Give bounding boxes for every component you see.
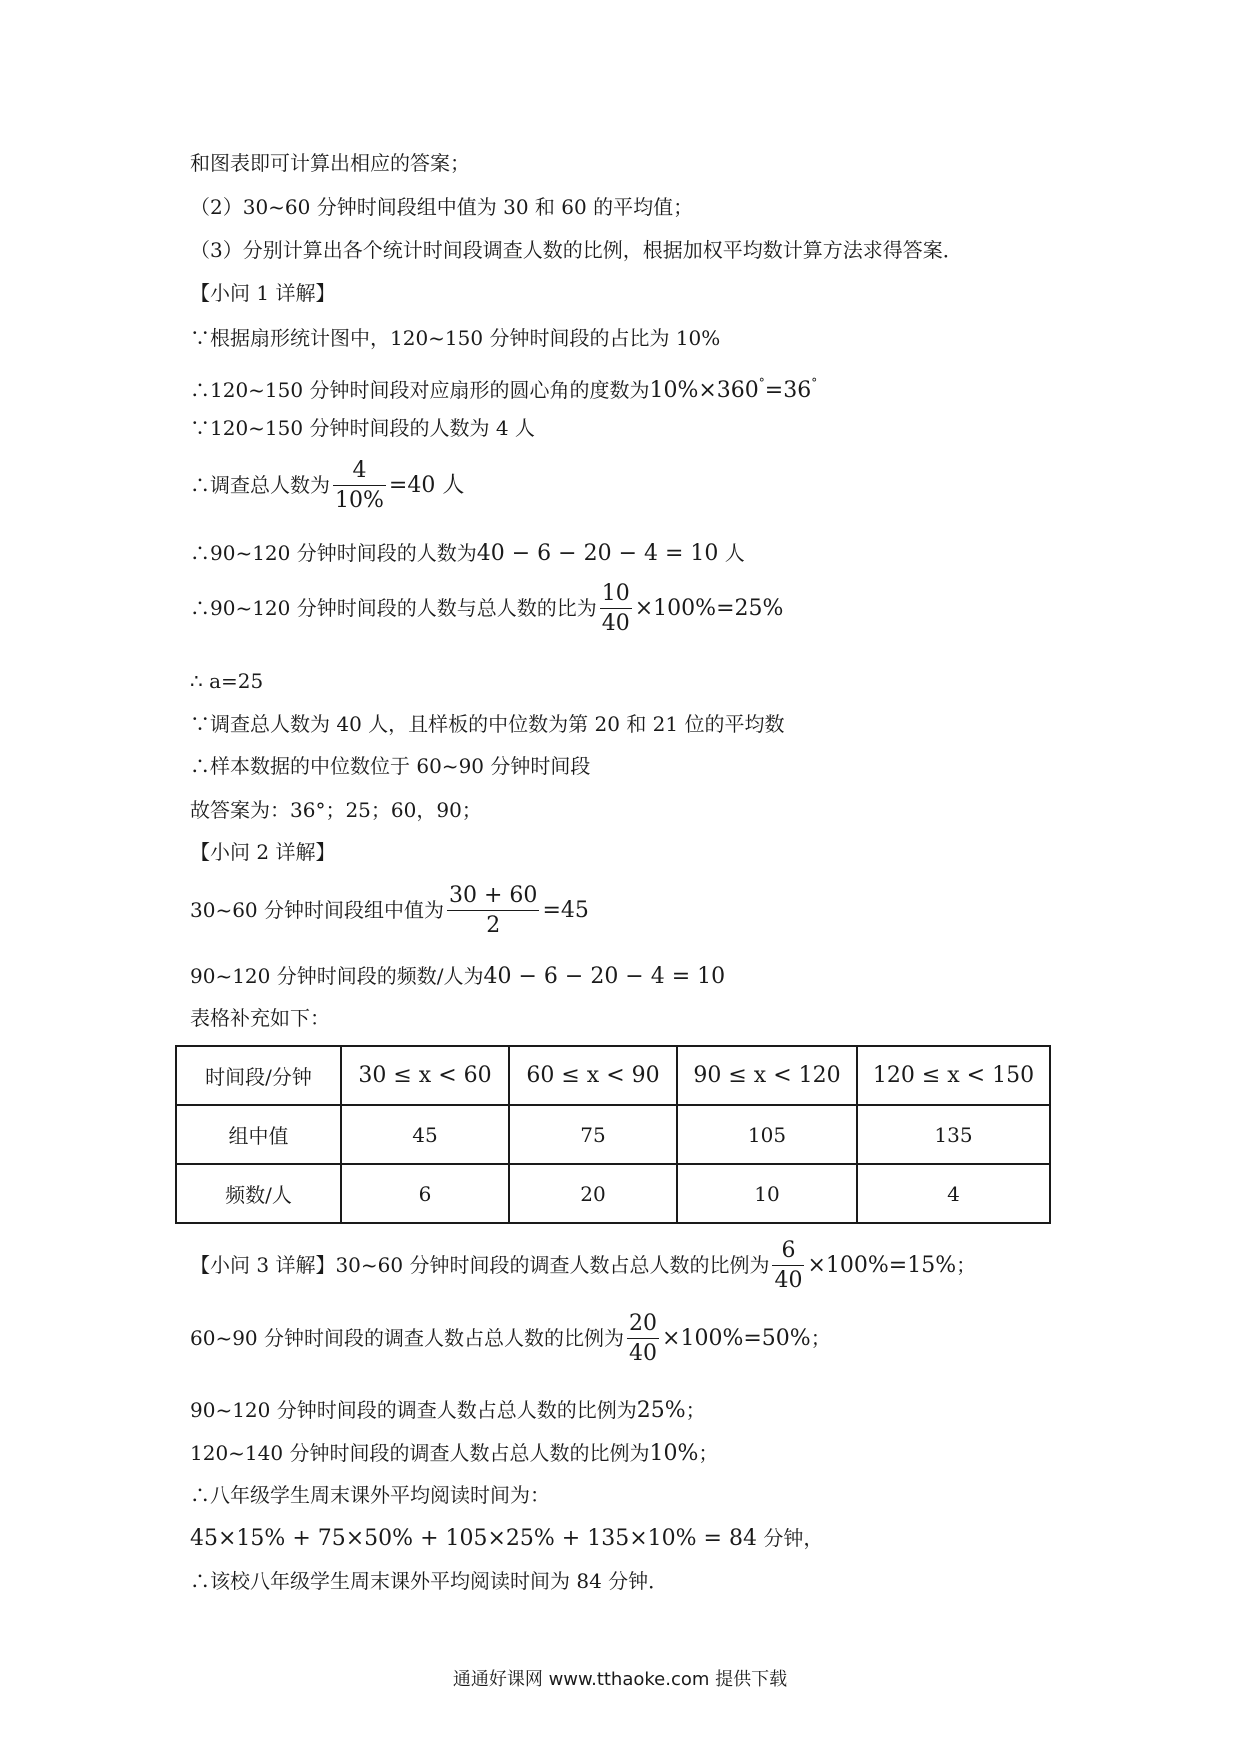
- table-cell: 75: [509, 1105, 677, 1164]
- table-cell: 90 ≤ x < 120: [677, 1046, 857, 1105]
- fraction: $\frac{20}{40}$: [627, 1310, 659, 1369]
- table-cell: 20: [509, 1164, 677, 1223]
- section-heading-2: 【小问 2 详解】: [190, 840, 336, 864]
- table-cell: 60 ≤ x < 90: [509, 1046, 677, 1105]
- line-20: 60~90 分钟时间段的调查人数占总人数的比例为 $\frac{20}{40}$ ×100%=50%；: [190, 1310, 831, 1369]
- table-cell: 时间段/分钟: [176, 1046, 341, 1105]
- page-footer: 通通好课网 www.tthaoke.com 提供下载: [452, 1669, 788, 1690]
- table-cell: 4: [857, 1164, 1050, 1223]
- line-9: ∴90~120 分钟时间段的人数为40 − 6 − 20 − 4 = 10 人: [190, 541, 745, 566]
- line-2: （2）30~60 分钟时间段组中值为 30 和 60 的平均值；: [190, 195, 694, 219]
- line-12: ∵调查总人数为 40 人，且样板的中位数为第 20 和 21 位的平均数: [190, 712, 785, 736]
- fraction: $\frac{10}{40}$: [600, 580, 632, 639]
- line-23: ∴八年级学生周末课外平均阅读时间为：: [190, 1483, 550, 1507]
- line-16: 30~60 分钟时间段组中值为 $\frac{30 + 60}{2}$ =45: [190, 882, 589, 941]
- line-10: ∴90~120 分钟时间段的人数与总人数的比为 $\frac{10}{40}$ ×100%=25%: [190, 580, 783, 639]
- line-19: 【小问 3 详解】30~60 分钟时间段的调查人数占总人数的比例为 $\frac{6}{40}$ ×100%=15%；: [190, 1237, 976, 1296]
- table-cell: 30 ≤ x < 60: [341, 1046, 509, 1105]
- line-14: 故答案为：36°；25；60，90；: [190, 798, 482, 822]
- line-7: ∵120~150 分钟时间段的人数为 4 人: [190, 416, 535, 440]
- line-8: ∴调查总人数为 $\frac{4}{10\%}$ =40 人: [190, 457, 464, 516]
- line-21: 90~120 分钟时间段的调查人数占总人数的比例为25%；: [190, 1398, 706, 1423]
- line-18: 表格补充如下：: [190, 1006, 330, 1030]
- fraction: $\frac{4}{10\%}$: [333, 457, 386, 516]
- table-row: [176, 1105, 1050, 1164]
- line-3: （3）分别计算出各个统计时间段调查人数的比例，根据加权平均数计算方法求得答案．: [190, 238, 963, 262]
- fraction: $\frac{6}{40}$: [772, 1237, 804, 1296]
- line-11: ∴ a=25: [190, 669, 264, 693]
- line-6-text: ∴120~150 分钟时间段对应扇形的圆心角的度数为: [190, 378, 650, 402]
- line-1: 和图表即可计算出相应的答案；: [190, 151, 470, 175]
- line-25: ∴该校八年级学生周末课外平均阅读时间为 84 分钟．: [190, 1569, 669, 1593]
- frequency-table: [175, 1045, 1051, 1224]
- line-17: 90~120 分钟时间段的频数/人为40 − 6 − 20 − 4 = 10: [190, 964, 726, 989]
- line-6: [190, 370, 817, 404]
- table-cell: 105: [677, 1105, 857, 1164]
- section-heading-1: 【小问 1 详解】: [190, 281, 336, 305]
- line-6-math: 10%×360°=36°: [649, 376, 818, 403]
- table-cell: 6: [341, 1164, 509, 1223]
- table-cell: 组中值: [176, 1105, 341, 1164]
- table-cell: 135: [857, 1105, 1050, 1164]
- line-24: 45×15% + 75×50% + 105×25% + 135×10% = 84 分钟，: [190, 1526, 824, 1551]
- table-row: [176, 1164, 1050, 1223]
- table-cell: 10: [677, 1164, 857, 1223]
- table-row: [176, 1046, 1050, 1105]
- table-cell: 频数/人: [176, 1164, 341, 1223]
- fraction: $\frac{30 + 60}{2}$: [447, 882, 539, 941]
- line-13: ∴样本数据的中位数位于 60~90 分钟时间段: [190, 754, 591, 778]
- line-22: 120~140 分钟时间段的调查人数占总人数的比例为10%；: [190, 1441, 719, 1466]
- line-5: ∵根据扇形统计图中，120~150 分钟时间段的占比为 10%: [190, 326, 721, 350]
- table-cell: 120 ≤ x < 150: [857, 1046, 1050, 1105]
- table-cell: 45: [341, 1105, 509, 1164]
